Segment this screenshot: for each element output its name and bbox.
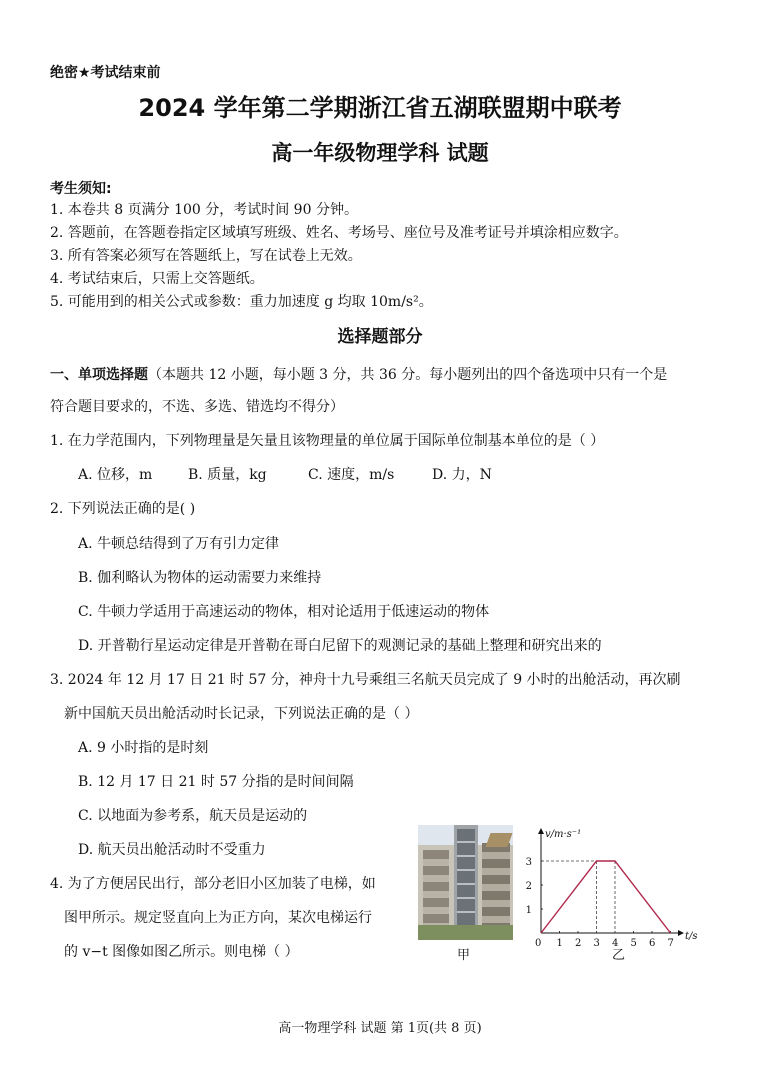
- section-title: 选择题部分: [337, 327, 423, 347]
- question-4-stem-cont: 的 v−t 图像如图乙所示。则电梯（ ）: [64, 944, 299, 960]
- x-tick-label: 3: [593, 938, 600, 949]
- q1-option-b: B. 质量，kg: [188, 467, 267, 483]
- notice-item: 4. 考试结束后，只需上交答题纸。: [50, 271, 264, 287]
- q2-option-b: B. 伽利略认为物体的运动需要力来维持: [78, 570, 322, 586]
- x-tick-label: 2: [575, 938, 582, 949]
- notice-item: 5. 可能用到的相关公式或参数：重力加速度 g 均取 10m/s²。: [50, 294, 433, 310]
- question-2-stem: 2. 下列说法正确的是( ): [50, 501, 196, 517]
- q1-option-c: C. 速度，m/s: [308, 467, 395, 483]
- q3-option-c: C. 以地面为参考系，航天员是运动的: [78, 808, 308, 824]
- notice-item: 3. 所有答案必须写在答题纸上，写在试卷上无效。: [50, 248, 362, 264]
- exam-title: 2024 学年第二学期浙江省五湖联盟期中联考: [138, 94, 622, 122]
- figure-b-label: 乙: [612, 948, 626, 963]
- notice-heading: 考生须知:: [50, 181, 112, 197]
- q1-option-d: D. 力，N: [432, 467, 492, 483]
- q2-option-d: D. 开普勒行星运动定律是开普勒在哥白尼留下的观测记录的基础上整理和研究出来的: [78, 638, 602, 654]
- figure-a-label: 甲: [457, 948, 471, 963]
- part-label: 一、单项选择题: [50, 367, 148, 383]
- q1-option-a: A. 位移，m: [78, 467, 153, 483]
- notice-item: 1. 本卷共 8 页满分 100 分，考试时间 90 分钟。: [50, 202, 358, 218]
- question-3-stem: 3. 2024 年 12 月 17 日 21 时 57 分，神舟十九号乘组三名航天员完成了 9 小时的出舱活动，再次刷: [50, 672, 681, 688]
- question-4-stem: 4. 为了方便居民出行，部分老旧小区加装了电梯，如: [50, 876, 376, 892]
- x-tick-label: 4: [612, 938, 619, 949]
- q3-option-b: B. 12 月 17 日 21 时 57 分指的是时间间隔: [78, 774, 354, 790]
- x-tick-label: 5: [630, 938, 637, 949]
- part-instructions: [50, 366, 667, 384]
- x-tick-label: 6: [649, 938, 656, 949]
- notice-item: 2. 答题前，在答题卷指定区域填写班级、姓名、考场号、座位号及准考证号并填涂相应数字。: [50, 225, 628, 241]
- secret-mark: 绝密★考试结束前: [50, 65, 161, 81]
- x-tick-label: 0: [535, 938, 542, 949]
- y-tick-label: 3: [525, 857, 532, 868]
- exam-subtitle: 高一年级物理学科 试题: [271, 141, 489, 165]
- vt-line: [541, 861, 671, 933]
- part-desc-cont: 符合题目要求的，不选、多选、错选均不得分）: [50, 399, 344, 415]
- y-tick-label: 1: [525, 905, 532, 916]
- x-tick-label: 7: [667, 938, 674, 949]
- q2-option-a: A. 牛顿总结得到了万有引力定律: [78, 536, 280, 552]
- question-3-stem-cont: 新中国航天员出舱活动时长记录，下列说法正确的是（ ）: [64, 706, 419, 722]
- elevator-building-photo: [418, 825, 513, 940]
- question-1-stem: 1. 在力学范围内，下列物理量是矢量且该物理量的单位属于国际单位制基本单位的是（ ）: [50, 433, 605, 449]
- x-axis-label: t/s: [685, 931, 698, 942]
- y-axis-label: v/m·s⁻¹: [545, 829, 582, 840]
- page-footer: 高一物理学科 试题 第 1页(共 8 页): [278, 1021, 482, 1036]
- question-4-stem-cont: 图甲所示。规定竖直向上为正方向，某次电梯运行: [64, 910, 372, 926]
- q2-option-c: C. 牛顿力学适用于高速运动的物体，相对论适用于低速运动的物体: [78, 604, 490, 620]
- y-tick-label: 2: [525, 881, 532, 892]
- q3-option-d: D. 航天员出舱活动时不受重力: [78, 842, 266, 858]
- x-tick-label: 1: [556, 938, 563, 949]
- part-desc: （本题共 12 小题，每小题 3 分，共 36 分。每小题列出的四个备选项中只有一个是: [148, 367, 668, 383]
- q3-option-a: A. 9 小时指的是时刻: [78, 740, 209, 756]
